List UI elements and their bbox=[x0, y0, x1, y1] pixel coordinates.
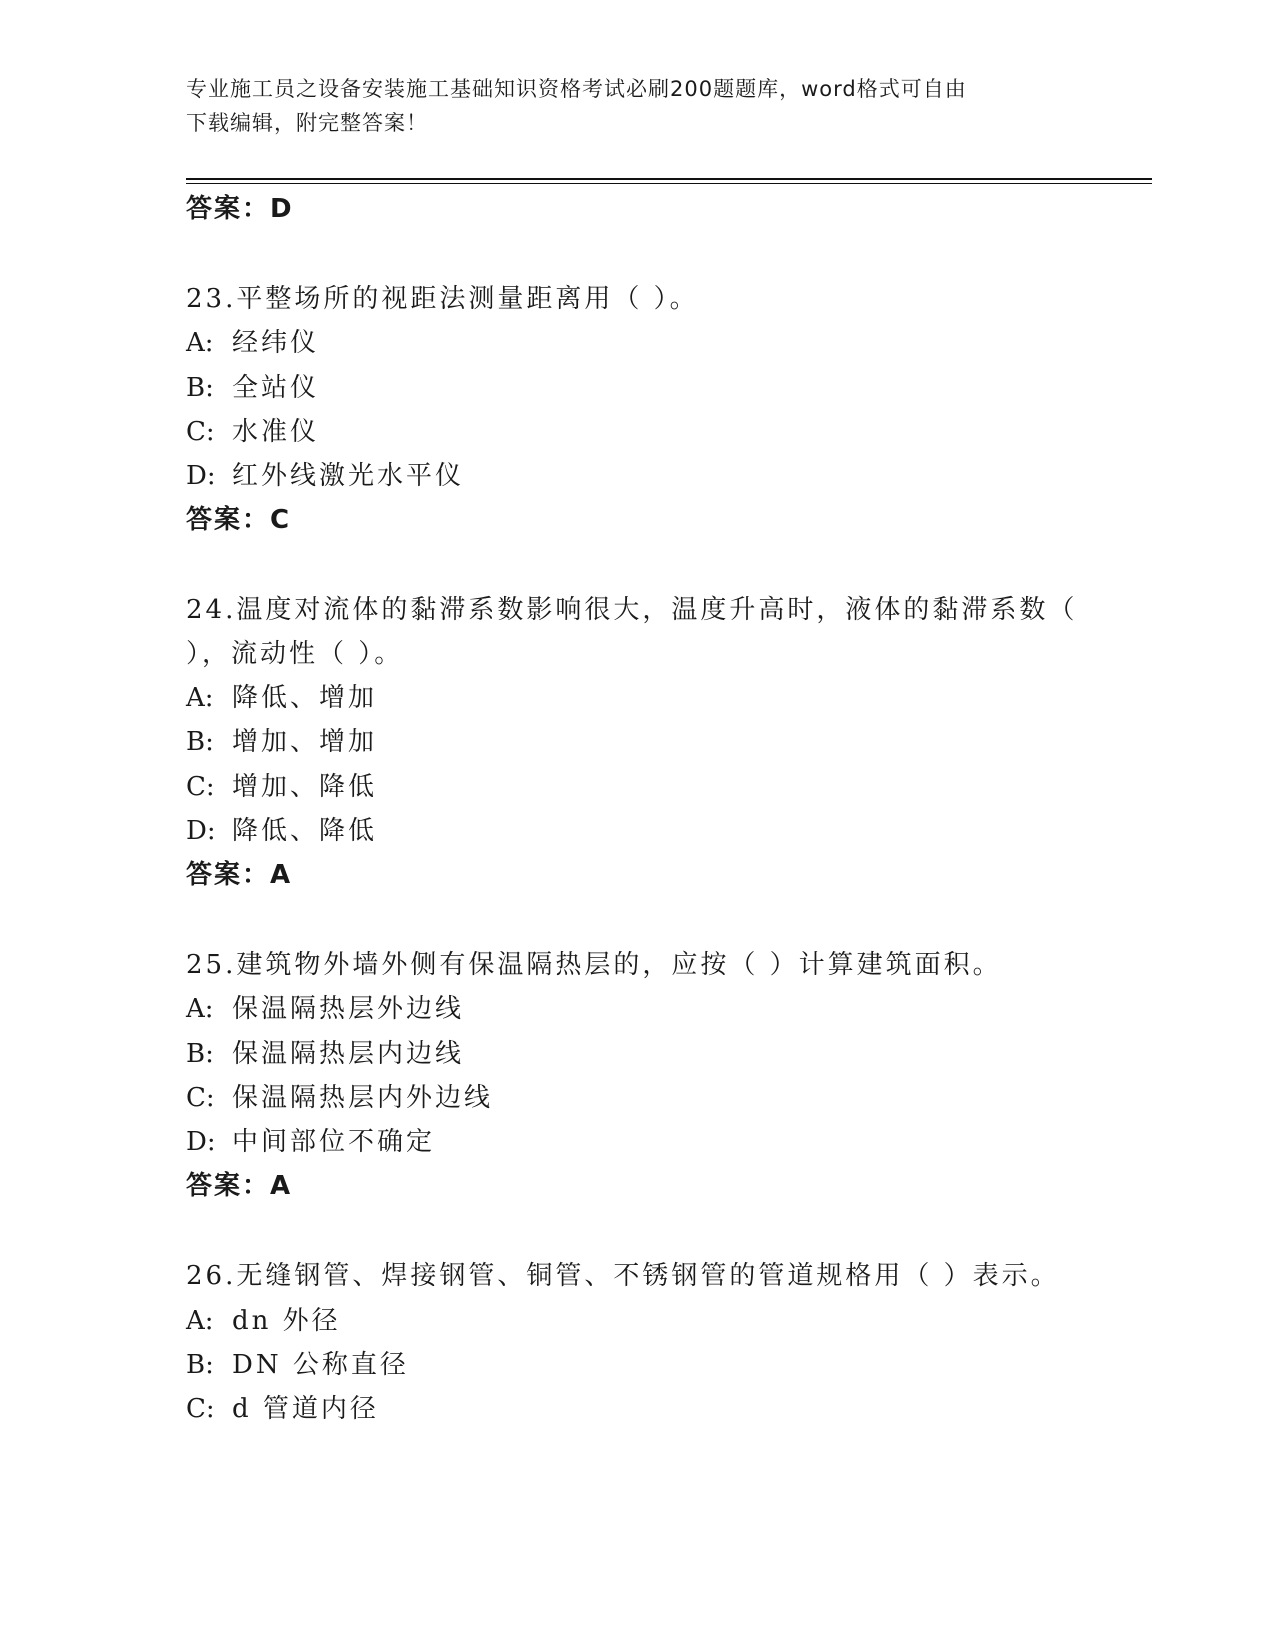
option-line bbox=[186, 1125, 435, 1159]
option-prefix: B: bbox=[186, 1039, 214, 1069]
option-prefix: A: bbox=[186, 1306, 214, 1336]
option-prefix: B: bbox=[186, 1350, 214, 1380]
option-prefix: C: bbox=[186, 1394, 215, 1424]
option-text: 增加、增加 bbox=[232, 727, 378, 757]
option-text: dn 外径 bbox=[232, 1306, 341, 1336]
option-text: 降低、增加 bbox=[232, 683, 378, 713]
option-text: 降低、降低 bbox=[232, 816, 378, 846]
option-line bbox=[186, 681, 377, 715]
option-line bbox=[186, 1304, 341, 1338]
option-line bbox=[186, 992, 464, 1026]
option-line bbox=[186, 814, 377, 848]
option-prefix: C: bbox=[186, 772, 215, 802]
option-prefix: D: bbox=[186, 461, 216, 491]
option-line bbox=[186, 1037, 464, 1071]
option-prefix: C: bbox=[186, 1083, 215, 1113]
option-text: DN 公称直径 bbox=[232, 1350, 409, 1380]
option-text: 保温隔热层内外边线 bbox=[232, 1083, 494, 1113]
option-text: 增加、降低 bbox=[232, 772, 378, 802]
answer-line: 答案：A bbox=[186, 860, 293, 890]
option-line bbox=[186, 725, 377, 759]
option-text: 保温隔热层内边线 bbox=[232, 1039, 465, 1069]
option-prefix: B: bbox=[186, 727, 214, 757]
option-prefix: D: bbox=[186, 816, 216, 846]
answer-line: 答案：D bbox=[186, 194, 294, 224]
option-text: d 管道内径 bbox=[232, 1394, 379, 1424]
option-prefix: A: bbox=[186, 683, 214, 713]
option-text: 红外线激光水平仪 bbox=[232, 461, 465, 491]
option-prefix: B: bbox=[186, 373, 214, 403]
option-line bbox=[186, 371, 319, 405]
option-line bbox=[186, 415, 319, 449]
header-line-2: 下载编辑，附完整答案！ bbox=[186, 111, 428, 135]
option-prefix: A: bbox=[186, 328, 214, 358]
option-line bbox=[186, 1392, 379, 1426]
document-header bbox=[186, 72, 1086, 140]
header-line-1: 专业施工员之设备安装施工基础知识资格考试必刷200题题库，word格式可自由 bbox=[186, 77, 967, 101]
answer-line: 答案：C bbox=[186, 505, 292, 535]
option-line bbox=[186, 1081, 493, 1115]
question-stem-continued: ），流动性（ ）。 bbox=[186, 639, 404, 669]
header-rule-thin bbox=[186, 183, 1152, 184]
option-text: 经纬仪 bbox=[232, 328, 320, 358]
option-text: 保温隔热层外边线 bbox=[232, 994, 465, 1024]
option-line bbox=[186, 1348, 409, 1382]
option-prefix: A: bbox=[186, 994, 214, 1024]
option-prefix: D: bbox=[186, 1127, 216, 1157]
option-prefix: C: bbox=[186, 417, 215, 447]
question-stem: 23.平整场所的视距法测量距离用（ ）。 bbox=[186, 284, 699, 314]
option-text: 水准仪 bbox=[232, 417, 320, 447]
header-rule-thick bbox=[186, 178, 1152, 180]
question-stem: 25.建筑物外墙外侧有保温隔热层的，应按（ ）计算建筑面积。 bbox=[186, 950, 1002, 980]
option-text: 全站仪 bbox=[232, 373, 320, 403]
option-text: 中间部位不确定 bbox=[232, 1127, 436, 1157]
answer-line: 答案：A bbox=[186, 1171, 293, 1201]
question-stem: 24.温度对流体的黏滞系数影响很大，温度升高时，液体的黏滞系数（ bbox=[186, 595, 1078, 625]
option-line bbox=[186, 770, 377, 804]
question-stem: 26.无缝钢管、焊接钢管、铜管、不锈钢管的管道规格用（ ）表示。 bbox=[186, 1261, 1060, 1291]
option-line bbox=[186, 459, 464, 493]
option-line bbox=[186, 326, 319, 360]
